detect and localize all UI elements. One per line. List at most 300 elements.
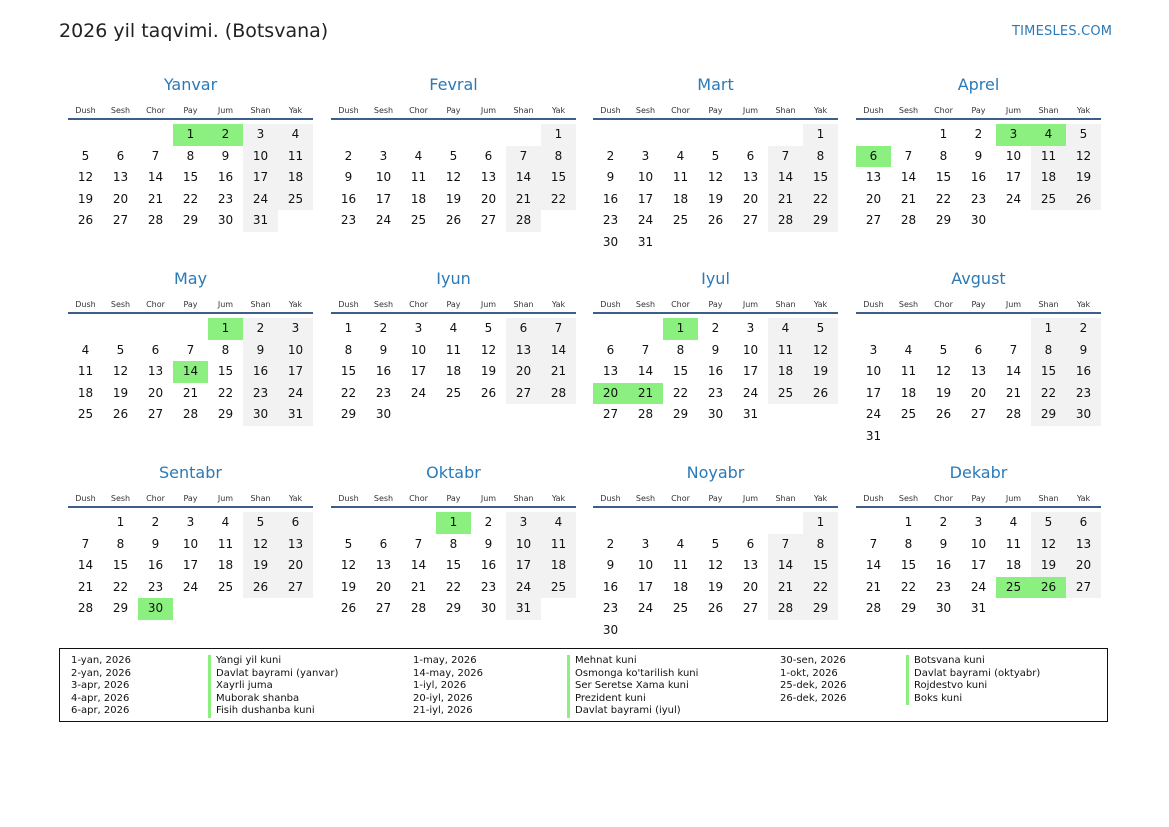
weekday-label: Dush — [75, 106, 96, 115]
day-cell: 10 — [375, 170, 392, 185]
day-cell: 16 — [340, 191, 357, 206]
weekday-label: Chor — [409, 106, 428, 115]
day-cell: 5 — [81, 148, 90, 163]
month-name: Iyun — [436, 269, 471, 288]
day-cell: 2 — [344, 148, 353, 163]
weekday-label: Sesh — [110, 300, 131, 309]
day-cell: 27 — [147, 407, 164, 422]
day-cell: 14 — [900, 170, 917, 185]
day-cell: 20 — [1066, 555, 1101, 577]
day-cell: 11 — [672, 170, 689, 185]
day-cell: 2 — [711, 321, 720, 335]
day-grid — [593, 124, 838, 254]
day-cell: 16 — [147, 558, 164, 573]
empty-cell — [891, 124, 926, 146]
day-cell: 16 — [707, 364, 724, 379]
day-cell: 5 — [344, 536, 353, 551]
day-cell: 16 — [1066, 361, 1101, 383]
weekday-label: Sesh — [635, 494, 656, 503]
day-cell: 15 — [935, 170, 952, 185]
day-cell: 20 — [112, 191, 129, 206]
day-cell: 13 — [506, 340, 541, 362]
day-cell: 21 — [410, 579, 427, 594]
weekday-label: Yak — [288, 300, 303, 309]
weekday-header — [331, 98, 576, 120]
day-cell: 3 — [641, 536, 650, 551]
day-cell: 15 — [900, 558, 917, 573]
weekday-label: Sesh — [373, 300, 394, 309]
day-cell: 27 — [1066, 577, 1101, 599]
weekday-label: Sesh — [373, 494, 394, 503]
day-cell: 28 — [182, 407, 199, 422]
day-cell: 11 — [278, 146, 313, 168]
day-grid — [68, 512, 313, 620]
empty-cell — [593, 124, 628, 146]
day-cell: 23 — [602, 213, 619, 228]
day-cell: 27 — [506, 383, 541, 405]
weekday-label: Jum — [1005, 106, 1022, 115]
day-cell: 17 — [410, 364, 427, 379]
weekday-label: Pay — [183, 106, 198, 115]
day-cell: 4 — [676, 148, 685, 163]
day-cell: 13 — [742, 558, 759, 573]
day-cell: 24 — [970, 579, 987, 594]
legend-dates-col-2 — [413, 655, 483, 718]
legend-names-col-1 — [208, 655, 338, 718]
legend-date: 20-iyl, 2026 — [413, 692, 473, 704]
day-cell: 21 — [77, 579, 94, 594]
legend-holiday-name: Xayrli juma — [208, 680, 338, 693]
day-cell: 5 — [1031, 512, 1066, 534]
day-cell: 3 — [869, 342, 878, 357]
empty-cell — [663, 124, 698, 146]
day-cell: 22 — [217, 385, 234, 400]
month-name: Avgust — [951, 269, 1006, 288]
day-cell: 22 — [672, 385, 689, 400]
day-cell: 11 — [900, 364, 917, 379]
weekday-label: Yak — [1076, 106, 1091, 115]
day-cell: 16 — [217, 170, 234, 185]
month-name: Sentabr — [159, 463, 222, 482]
weekday-label: Pay — [708, 494, 723, 503]
day-cell: 27 — [970, 407, 987, 422]
weekday-label: Pay — [446, 106, 461, 115]
day-cell: 5 — [449, 148, 458, 163]
day-cell: 4 — [221, 515, 230, 529]
weekday-header — [593, 486, 838, 508]
day-cell: 16 — [375, 364, 392, 379]
day-cell: 24 — [1005, 191, 1022, 206]
day-cell: 3 — [278, 318, 313, 340]
day-cell: 20 — [480, 191, 497, 206]
day-cell: 5 — [1066, 124, 1101, 146]
weekday-label: Dush — [863, 494, 884, 503]
day-cell: 28 — [865, 601, 882, 616]
day-cell: 19 — [112, 385, 129, 400]
empty-cell — [331, 124, 366, 146]
day-cell: 31 — [243, 210, 278, 232]
day-cell: 26 — [707, 601, 724, 616]
day-cell: 13 — [480, 170, 497, 185]
day-cell: 6 — [379, 536, 388, 551]
weekday-label: Yak — [813, 300, 828, 309]
day-cell: 19 — [1031, 555, 1066, 577]
legend-holiday-name: Rojdestvo kuni — [906, 680, 1040, 693]
day-grid — [68, 318, 313, 426]
day-cell: 10 — [970, 536, 987, 551]
legend-date: 25-dek, 2026 — [780, 680, 847, 691]
day-grid — [331, 318, 576, 426]
weekday-label: Jum — [217, 494, 234, 503]
site-link[interactable]: TIMESLES.COM — [1012, 24, 1113, 39]
day-cell: 3 — [243, 124, 278, 146]
day-cell: 21 — [1005, 385, 1022, 400]
weekday-label: Sesh — [898, 106, 919, 115]
day-cell: 30 — [935, 601, 952, 616]
day-cell: 26 — [803, 383, 838, 405]
month-aprel — [856, 74, 1101, 232]
legend-holiday-name: Davlat bayrami (iyul) — [567, 705, 698, 718]
day-cell: 1 — [344, 321, 353, 335]
day-cell: 29 — [182, 213, 199, 228]
day-cell: 10 — [243, 146, 278, 168]
day-cell: 9 — [606, 170, 615, 185]
day-cell: 12 — [707, 170, 724, 185]
day-cell: 5 — [116, 342, 125, 357]
weekday-label: Sesh — [635, 106, 656, 115]
day-cell: 2 — [974, 127, 983, 141]
day-cell: 8 — [904, 536, 913, 551]
day-cell: 25 — [278, 189, 313, 211]
day-cell: 4 — [904, 342, 913, 357]
day-cell: 9 — [151, 536, 160, 551]
empty-cell — [173, 318, 208, 340]
weekday-label: Yak — [288, 106, 303, 115]
day-cell: 30 — [480, 601, 497, 616]
day-cell: 28 — [637, 407, 654, 422]
day-cell: 6 — [506, 318, 541, 340]
day-cell: 26 — [340, 601, 357, 616]
day-cell: 10 — [506, 534, 541, 556]
weekday-label: Yak — [551, 300, 566, 309]
day-cell: 1 — [541, 124, 576, 146]
weekday-label: Shan — [775, 494, 796, 503]
day-cell: 14 — [147, 170, 164, 185]
month-name: Oktabr — [426, 463, 481, 482]
day-cell: 6 — [606, 342, 615, 357]
day-cell: 1 — [116, 515, 125, 529]
day-cell: 10 — [637, 558, 654, 573]
weekday-label: Dush — [600, 494, 621, 503]
day-cell: 7 — [869, 536, 878, 551]
day-cell: 2 — [484, 515, 493, 529]
day-cell: 15 — [445, 558, 462, 573]
day-cell: 30 — [970, 213, 987, 228]
legend-date: 4-apr, 2026 — [71, 692, 130, 704]
day-cell: 15 — [803, 167, 838, 189]
holiday-day-cell: 1 — [173, 124, 208, 146]
day-cell: 5 — [243, 512, 278, 534]
weekday-label: Shan — [1038, 300, 1059, 309]
day-cell: 28 — [900, 213, 917, 228]
day-cell: 6 — [151, 342, 160, 357]
day-cell: 24 — [637, 601, 654, 616]
day-cell: 11 — [768, 340, 803, 362]
day-cell: 21 — [768, 577, 803, 599]
legend-date: 1-may, 2026 — [413, 655, 477, 666]
day-cell: 22 — [803, 189, 838, 211]
day-cell: 9 — [344, 170, 353, 185]
day-cell: 10 — [637, 170, 654, 185]
weekday-label: Pay — [183, 300, 198, 309]
day-cell: 1 — [1031, 318, 1066, 340]
legend-dates-col-3 — [780, 655, 846, 705]
holiday-day-cell: 26 — [1031, 577, 1066, 599]
day-cell: 17 — [865, 385, 882, 400]
legend-holiday-name: Muborak shanba — [208, 693, 338, 706]
weekday-header — [331, 292, 576, 314]
month-name: Yanvar — [163, 75, 218, 94]
day-cell: 20 — [278, 555, 313, 577]
holiday-day-cell: 4 — [1031, 124, 1066, 146]
day-cell: 24 — [182, 579, 199, 594]
weekday-label: Dush — [863, 300, 884, 309]
day-cell: 24 — [278, 383, 313, 405]
day-cell: 23 — [970, 191, 987, 206]
day-cell: 30 — [217, 213, 234, 228]
day-cell: 11 — [1005, 536, 1022, 551]
day-cell: 25 — [672, 601, 689, 616]
day-cell: 3 — [379, 148, 388, 163]
day-cell: 29 — [803, 210, 838, 232]
holiday-day-cell: 2 — [208, 124, 243, 146]
day-cell: 21 — [147, 191, 164, 206]
empty-cell — [366, 512, 401, 534]
weekday-label: Dush — [75, 494, 96, 503]
day-cell: 14 — [541, 340, 576, 362]
legend-holiday-name: Ser Seretse Xama kuni — [567, 680, 698, 693]
legend-date: 1-okt, 2026 — [780, 667, 838, 679]
weekday-label: Shan — [513, 494, 534, 503]
day-cell: 18 — [77, 385, 94, 400]
day-cell: 17 — [506, 555, 541, 577]
day-cell: 27 — [375, 601, 392, 616]
weekday-label: Sesh — [373, 106, 394, 115]
weekday-label: Jum — [1005, 494, 1022, 503]
day-cell: 31 — [970, 601, 987, 616]
day-cell: 30 — [1066, 404, 1101, 426]
day-cell: 15 — [340, 364, 357, 379]
day-cell: 29 — [112, 601, 129, 616]
weekday-header — [68, 292, 313, 314]
day-cell: 2 — [606, 148, 615, 163]
day-cell: 21 — [900, 191, 917, 206]
holiday-day-cell: 20 — [593, 383, 628, 405]
legend-holiday-name: Davlat bayrami (yanvar) — [208, 668, 338, 681]
day-cell: 18 — [1005, 558, 1022, 573]
month-name: Noyabr — [686, 463, 745, 482]
day-cell: 6 — [746, 148, 755, 163]
day-cell: 19 — [243, 555, 278, 577]
day-cell: 31 — [506, 598, 541, 620]
day-cell: 15 — [541, 167, 576, 189]
weekday-label: Chor — [934, 300, 953, 309]
legend-holiday-name: Boks kuni — [906, 693, 1040, 706]
legend-date: 3-apr, 2026 — [71, 680, 130, 691]
weekday-label: Jum — [742, 300, 759, 309]
day-cell: 7 — [541, 318, 576, 340]
day-cell: 21 — [506, 189, 541, 211]
day-cell: 25 — [410, 213, 427, 228]
day-cell: 4 — [1009, 515, 1018, 529]
legend-date: 30-sen, 2026 — [780, 655, 846, 666]
month-name: May — [173, 269, 208, 288]
day-cell: 22 — [935, 191, 952, 206]
empty-cell — [733, 124, 768, 146]
day-cell: 4 — [676, 536, 685, 551]
day-cell: 25 — [900, 407, 917, 422]
day-cell: 6 — [484, 148, 493, 163]
weekday-label: Pay — [971, 494, 986, 503]
weekday-label: Shan — [775, 300, 796, 309]
day-cell: 8 — [344, 342, 353, 357]
day-cell: 25 — [1031, 189, 1066, 211]
legend-names-col-2 — [567, 655, 698, 718]
day-cell: 10 — [1005, 148, 1022, 163]
day-cell: 6 — [278, 512, 313, 534]
day-cell: 26 — [935, 407, 952, 422]
weekday-header — [856, 98, 1101, 120]
day-cell: 20 — [147, 385, 164, 400]
weekday-header — [68, 98, 313, 120]
empty-cell — [366, 124, 401, 146]
day-cell: 6 — [746, 536, 755, 551]
day-cell: 12 — [935, 364, 952, 379]
weekday-label: Shan — [1038, 106, 1059, 115]
weekday-label: Chor — [934, 494, 953, 503]
day-cell: 21 — [182, 385, 199, 400]
day-cell: 31 — [865, 428, 882, 443]
day-cell: 5 — [803, 318, 838, 340]
day-cell: 15 — [217, 364, 234, 379]
day-cell: 3 — [641, 148, 650, 163]
weekday-header — [68, 486, 313, 508]
day-cell: 8 — [939, 148, 948, 163]
day-cell: 8 — [803, 534, 838, 556]
day-cell: 22 — [340, 385, 357, 400]
day-cell: 16 — [480, 558, 497, 573]
day-cell: 10 — [278, 340, 313, 362]
day-cell: 21 — [768, 189, 803, 211]
empty-cell — [68, 124, 103, 146]
month-iyul — [593, 268, 838, 426]
day-cell: 15 — [803, 555, 838, 577]
legend-holiday-name: Davlat bayrami (oktyabr) — [906, 668, 1040, 681]
day-cell: 4 — [768, 318, 803, 340]
day-cell: 2 — [151, 515, 160, 529]
empty-cell — [103, 318, 138, 340]
day-cell: 12 — [803, 340, 838, 362]
weekday-label: Jum — [480, 106, 497, 115]
day-cell: 23 — [602, 601, 619, 616]
weekday-label: Dush — [600, 300, 621, 309]
legend-date: 1-yan, 2026 — [71, 655, 131, 666]
weekday-label: Dush — [863, 106, 884, 115]
day-cell: 24 — [243, 189, 278, 211]
empty-cell — [103, 124, 138, 146]
day-cell: 29 — [340, 407, 357, 422]
day-cell: 23 — [375, 385, 392, 400]
empty-cell — [331, 512, 366, 534]
day-cell: 2 — [243, 318, 278, 340]
empty-cell — [68, 318, 103, 340]
day-cell: 29 — [445, 601, 462, 616]
day-cell: 5 — [939, 342, 948, 357]
day-cell: 19 — [707, 579, 724, 594]
weekday-label: Sesh — [898, 494, 919, 503]
day-cell: 12 — [112, 364, 129, 379]
day-cell: 28 — [77, 601, 94, 616]
day-cell: 22 — [445, 579, 462, 594]
day-cell: 15 — [1031, 361, 1066, 383]
empty-cell — [628, 124, 663, 146]
month-name: Fevral — [429, 75, 478, 94]
month-may — [68, 268, 313, 426]
month-sentabr — [68, 462, 313, 620]
day-cell: 23 — [243, 383, 278, 405]
day-cell: 20 — [506, 361, 541, 383]
legend-holiday-name: Osmonga ko'tarilish kuni — [567, 668, 698, 681]
legend-date: 21-iyl, 2026 — [413, 705, 473, 716]
day-cell: 18 — [410, 191, 427, 206]
legend-dates-col-1 — [71, 655, 131, 718]
day-cell: 7 — [1009, 342, 1018, 357]
day-cell: 23 — [147, 579, 164, 594]
day-cell: 10 — [410, 342, 427, 357]
day-cell: 21 — [865, 579, 882, 594]
empty-cell — [698, 512, 733, 534]
day-cell: 18 — [1031, 167, 1066, 189]
weekday-label: Chor — [934, 106, 953, 115]
weekday-label: Jum — [1005, 300, 1022, 309]
day-cell: 1 — [803, 512, 838, 534]
day-cell: 3 — [746, 321, 755, 335]
holiday-day-cell: 6 — [856, 146, 891, 168]
day-cell: 31 — [742, 407, 759, 422]
empty-cell — [768, 124, 803, 146]
weekday-label: Pay — [446, 494, 461, 503]
day-cell: 8 — [221, 342, 230, 357]
weekday-header — [856, 486, 1101, 508]
weekday-label: Chor — [671, 106, 690, 115]
day-cell: 2 — [1066, 318, 1101, 340]
day-cell: 5 — [711, 536, 720, 551]
weekday-label: Chor — [146, 300, 165, 309]
day-cell: 2 — [606, 536, 615, 551]
day-cell: 27 — [742, 601, 759, 616]
day-cell: 8 — [116, 536, 125, 551]
day-cell: 13 — [742, 170, 759, 185]
legend-date: 2-yan, 2026 — [71, 667, 131, 679]
legend-names-col-3 — [906, 655, 1040, 705]
day-cell: 11 — [445, 342, 462, 357]
empty-cell — [961, 318, 996, 340]
day-cell: 23 — [935, 579, 952, 594]
day-cell: 17 — [742, 364, 759, 379]
day-cell: 17 — [182, 558, 199, 573]
day-cell: 24 — [410, 385, 427, 400]
day-cell: 9 — [221, 148, 230, 163]
